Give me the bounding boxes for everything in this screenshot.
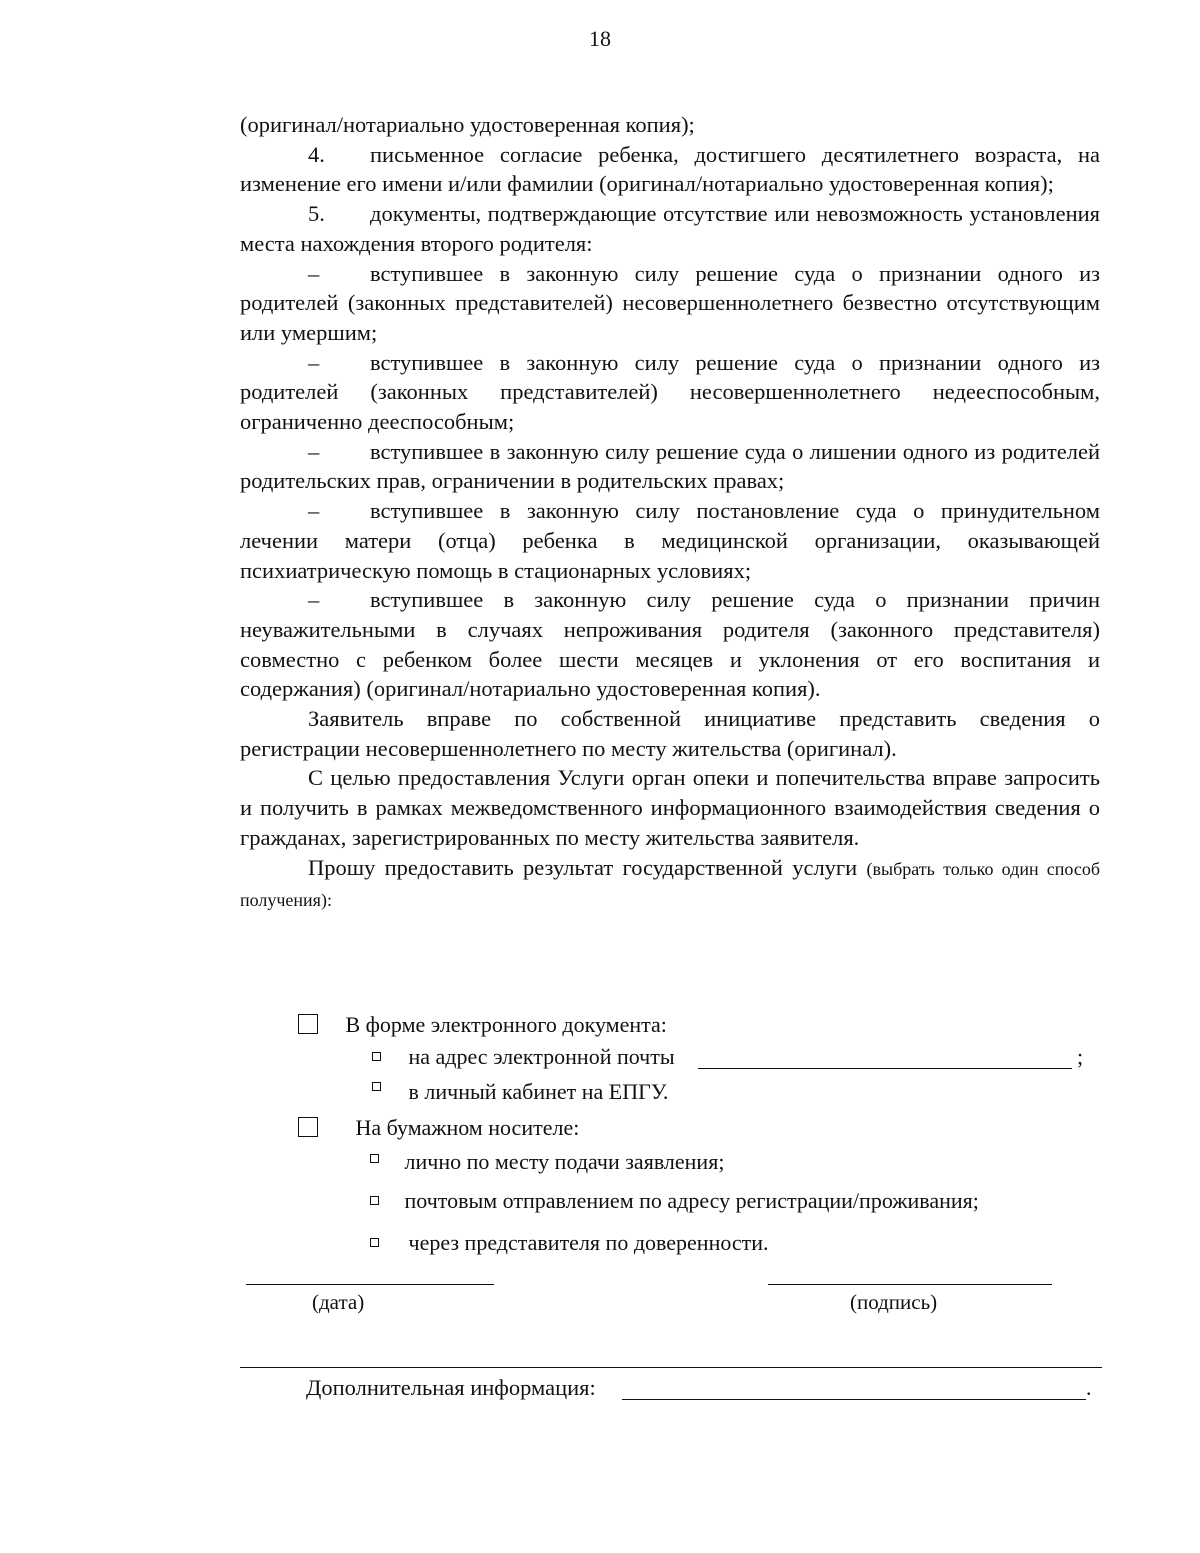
additional-info-end: . bbox=[1086, 1375, 1092, 1400]
dash-item-1 bbox=[240, 259, 1100, 348]
electronic-label: В форме электронного документа: bbox=[345, 1012, 667, 1037]
list-item-4 bbox=[240, 140, 1100, 199]
email-input-line[interactable] bbox=[698, 1068, 1072, 1069]
dash-marker: – bbox=[308, 498, 320, 524]
list-number-4: 4. bbox=[308, 141, 325, 167]
dash-item-2 bbox=[240, 348, 1100, 437]
dash-item-5 bbox=[240, 585, 1100, 704]
dash-marker: – bbox=[308, 438, 320, 464]
dash-item-5-text: вступившее в законную силу решение суда о признании причин неуважительными в случаях непроживания родителя (законного представителя) совместно с ребенком более шести месяцев и уклонения от его воспитания и содержания) (оригинал/нотариально удостоверенная копия). bbox=[240, 587, 1100, 702]
list-number-5: 5. bbox=[308, 201, 325, 227]
email-label: на адрес электронной почты bbox=[408, 1044, 675, 1069]
option-in-person[interactable] bbox=[370, 1148, 724, 1176]
dash-marker: – bbox=[308, 260, 320, 286]
option-by-proxy[interactable] bbox=[370, 1229, 769, 1257]
paragraph-request bbox=[240, 853, 1100, 916]
additional-info-line[interactable] bbox=[622, 1399, 1086, 1400]
paragraph-purpose: С целью предоставления Услуги орган опеки и попечительства вправе запросить и получить в рамках межведомственного информационного взаимодействия сведения о гражданах, зарегистрированных по месту жительства заявителя. bbox=[240, 765, 1100, 850]
by-proxy-label: через представителя по доверенности. bbox=[408, 1230, 769, 1255]
dash-item-2-text: вступившее в законную силу решение суда о признании одного из родителей (законных представителей) несовершеннолетнего недееспособным, ограниченно дееспособным; bbox=[240, 349, 1100, 435]
option-paper[interactable] bbox=[298, 1114, 579, 1142]
by-mail-label: почтовым отправлением по адресу регистрации/проживания; bbox=[404, 1188, 979, 1213]
request-main-text: Прошу предоставить результат государственной услуги bbox=[308, 854, 858, 880]
dash-marker: – bbox=[308, 349, 320, 375]
paper-checkbox[interactable] bbox=[298, 1117, 318, 1137]
email-checkbox[interactable] bbox=[372, 1052, 381, 1061]
additional-info-label: Дополнительная информация: bbox=[306, 1375, 596, 1400]
date-caption: (дата) bbox=[312, 1290, 365, 1314]
option-electronic[interactable] bbox=[298, 1011, 667, 1039]
document-body bbox=[240, 110, 1100, 916]
request-note-text: (выбрать только один способ получения): bbox=[240, 858, 1100, 911]
option-email[interactable] bbox=[372, 1043, 675, 1071]
dash-item-3-text: вступившее в законную силу решение суда о лишении одного из родителей родительских прав, ограничении в родительских правах; bbox=[240, 438, 1100, 494]
dash-item-4-text: вступившее в законную силу постановление суда о принудительном лечении матери (отца) ребенка в медицинской организации, оказывающей психиатрическую помощь в стационарных условиях; bbox=[240, 498, 1100, 583]
dash-item-1-text: вступившее в законную силу решение суда о признании одного из родителей (законных представителей) несовершеннолетнего безвестно отсутствующим или умершим; bbox=[240, 260, 1100, 345]
page-number: 18 bbox=[589, 26, 611, 51]
dash-item-3 bbox=[240, 437, 1100, 496]
list-item-5-text: документы, подтверждающие отсутствие или невозможность установления места нахождения второго родителя: bbox=[240, 201, 1100, 256]
by-mail-checkbox[interactable] bbox=[370, 1196, 379, 1205]
date-line[interactable] bbox=[246, 1284, 494, 1285]
option-by-mail[interactable] bbox=[370, 1187, 979, 1215]
paragraph-original-copy: (оригинал/нотариально удостоверенная копия); bbox=[240, 112, 695, 137]
list-item-4-text: письменное согласие ребенка, достигшего десятилетнего возраста, на изменение его имени и/или фамилии (оригинал/нотариально удостоверенная копия); bbox=[240, 141, 1100, 197]
option-epgu[interactable] bbox=[372, 1078, 668, 1106]
dash-item-4 bbox=[240, 496, 1100, 585]
electronic-checkbox[interactable] bbox=[298, 1014, 318, 1034]
epgu-checkbox[interactable] bbox=[372, 1082, 381, 1091]
separator-line bbox=[240, 1367, 1102, 1368]
epgu-label: в личный кабинет на ЕПГУ. bbox=[408, 1079, 669, 1104]
in-person-label: лично по месту подачи заявления; bbox=[404, 1149, 725, 1174]
list-item-5 bbox=[240, 199, 1100, 258]
paper-label: На бумажном носителе: bbox=[355, 1115, 580, 1140]
email-end: ; bbox=[1077, 1044, 1084, 1069]
dash-marker: – bbox=[308, 587, 320, 613]
signature-line[interactable] bbox=[768, 1284, 1052, 1285]
paragraph-applicant: Заявитель вправе по собственной инициативе представить сведения о регистрации несовершеннолетнего по месту жительства (оригинал). bbox=[240, 706, 1100, 761]
by-proxy-checkbox[interactable] bbox=[370, 1238, 379, 1247]
in-person-checkbox[interactable] bbox=[370, 1154, 379, 1163]
signature-caption: (подпись) bbox=[850, 1290, 938, 1314]
